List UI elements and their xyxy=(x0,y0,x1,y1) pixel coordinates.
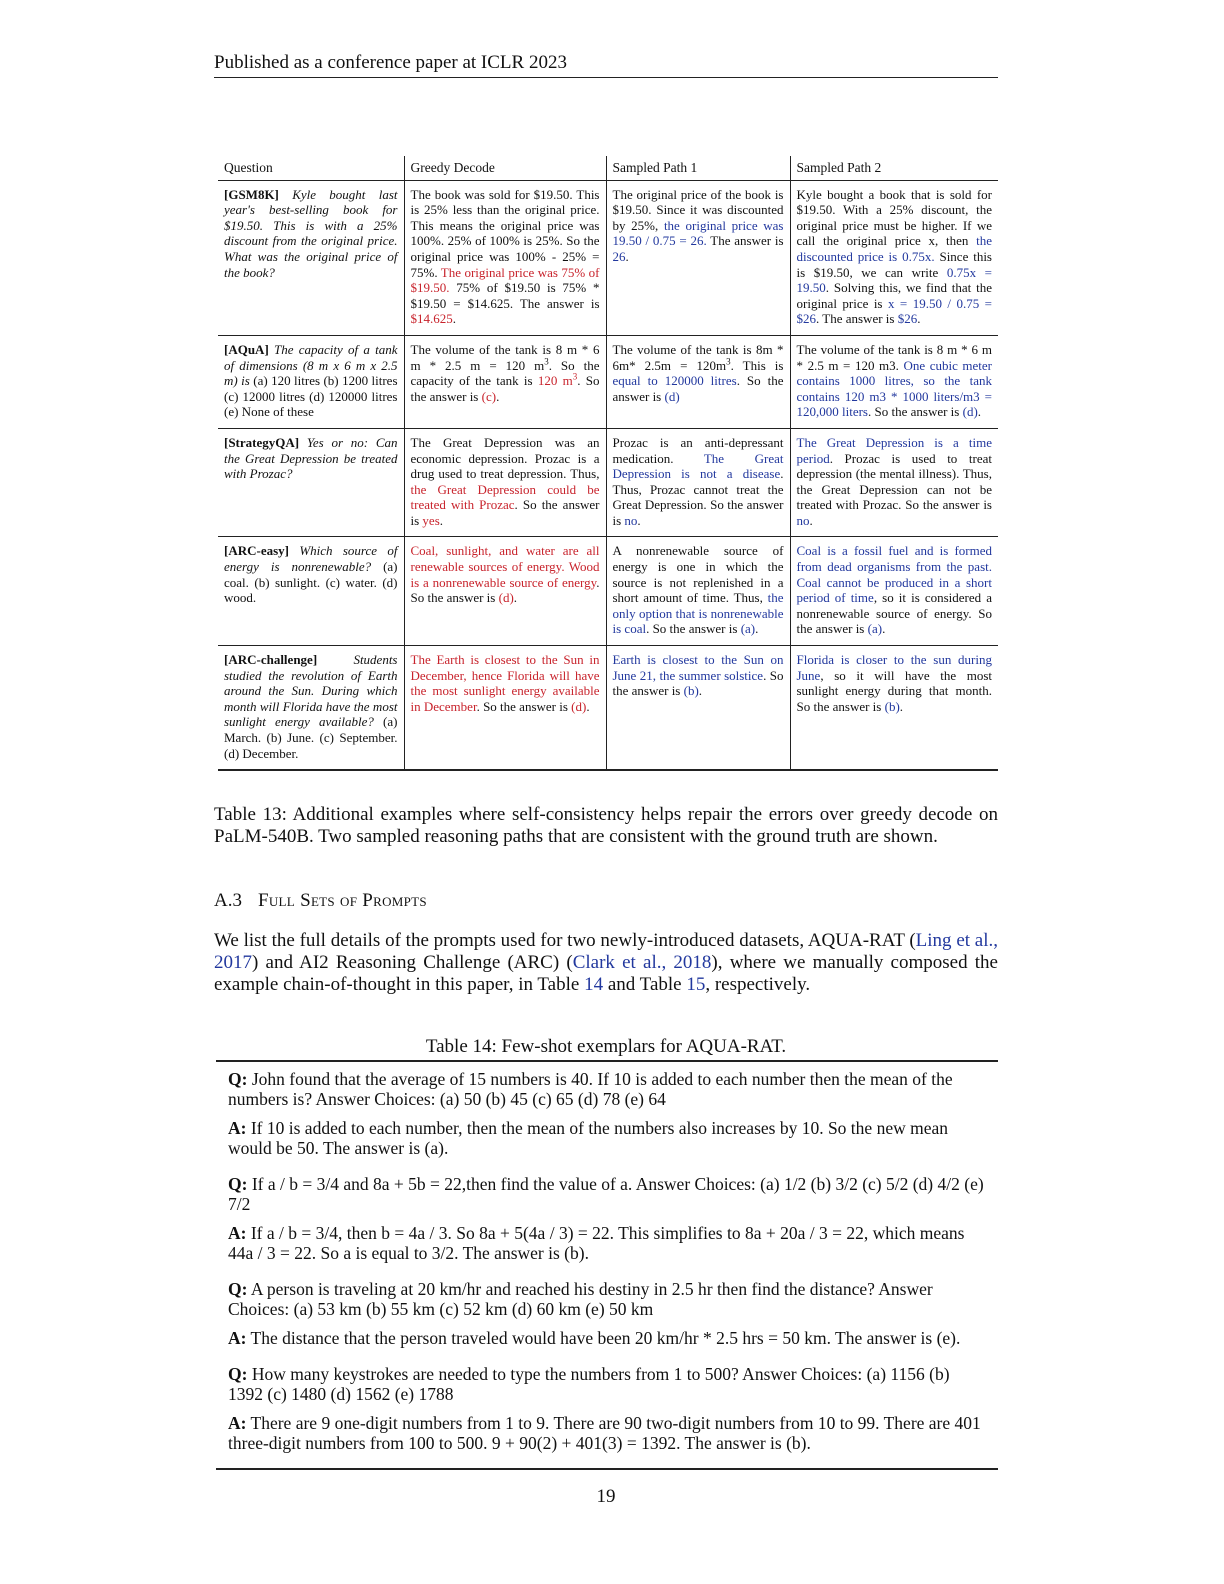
greedy-segment: . xyxy=(513,590,518,606)
sampled-path-1-cell xyxy=(606,537,790,646)
exemplar-question xyxy=(216,1279,998,1319)
path2-segment: . xyxy=(917,311,921,327)
greedy-segment: yes xyxy=(422,512,440,528)
greedy-decode-cell xyxy=(404,335,606,428)
sampled-path-2-cell xyxy=(790,180,998,335)
sampled-path-1-cell xyxy=(606,180,790,335)
exemplar-answer xyxy=(216,1223,998,1263)
running-header: Published as a conference paper at ICLR 2023 xyxy=(214,52,998,78)
paragraph-text: We list the full details of the prompts used for two newly-introduced datasets, AQUA-RAT ( xyxy=(214,930,916,951)
qa-label: Q: xyxy=(228,1279,248,1299)
path1-segment: Prozac is an anti-depressant medication. xyxy=(612,434,784,466)
dataset-tag: [GSM8K] xyxy=(224,186,279,202)
qa-text: John found that the average of 15 numbers is 40. If 10 is added to each number then the mean of the numbers is? Answer Choices: (a) 50 (b) 45 (c) 65 (d) 78 (e) 64 xyxy=(228,1069,953,1109)
sampled-path-2-cell xyxy=(790,428,998,537)
column-header-greedy: Greedy Decode xyxy=(404,156,606,180)
path1-segment: . xyxy=(637,512,641,528)
qa-text: How many keystrokes are needed to type the numbers from 1 to 500? Answer Choices: (a) 1156 (b) 1392 (c) 1480 (d) 1562 (e) 1788 xyxy=(228,1364,950,1404)
qa-label: Q: xyxy=(228,1174,248,1194)
greedy-segment: (c) xyxy=(481,388,497,404)
paragraph-text: ) and AI2 Reasoning Challenge (ARC) ( xyxy=(252,952,573,973)
path1-segment: (b) xyxy=(683,683,699,699)
path1-segment: . So the answer is xyxy=(646,621,741,637)
section-title: Full Sets of Prompts xyxy=(257,890,427,911)
dataset-tag: [StrategyQA] xyxy=(224,434,300,450)
greedy-segment: (d) xyxy=(498,590,514,606)
greedy-segment: . xyxy=(452,311,456,327)
question-choices: (a) 120 litres (b) 1200 litres (c) 12000 litres (d) 120000 litres (e) None of these xyxy=(224,373,398,420)
path2-segment: Florida is closer to the sun during June xyxy=(796,652,992,683)
path2-segment: , so it will have the most sunlight energy during that month. So the answer is xyxy=(796,667,992,714)
qa-text: There are 9 one-digit numbers from 1 to 9. There are 90 two-digit numbers from 10 to 99. There are 401 three-digit numbers from 100 to 500. 9 + 90(2) + 401(3) = 1392. The answer is (b). xyxy=(228,1413,981,1453)
greedy-segment: . So the answer is xyxy=(410,574,600,606)
table-13 xyxy=(218,156,998,771)
greedy-segment: . So the answer is xyxy=(410,373,600,404)
qa-label: A: xyxy=(228,1223,247,1243)
qa-label: A: xyxy=(228,1413,247,1433)
column-header-path2: Sampled Path 2 xyxy=(790,156,998,180)
path2-segment: , so it is considered a nonrenewable source of energy. So the answer is xyxy=(796,590,992,637)
question-cell xyxy=(218,646,404,771)
path1-segment: no xyxy=(624,512,638,528)
question-text: The capacity of a tank of dimensions (8 m x 6 m x 2.5 m) is xyxy=(224,341,398,389)
table-row xyxy=(218,646,998,771)
path2-segment: $26 xyxy=(897,311,918,327)
exemplar-question xyxy=(216,1069,998,1109)
sampled-path-2-cell xyxy=(790,646,998,771)
greedy-segment: 75% of $19.50 is 75% * $19.50 = $14.625. The answer is xyxy=(410,280,600,311)
path1-segment: the only option that is nonrenewable is coal xyxy=(612,590,784,637)
path1-segment: The answer is xyxy=(706,233,784,249)
path2-segment: The volume of the tank is 8 m * 6 m * 2.5 m = 120 m3. xyxy=(796,341,992,373)
greedy-segment: The Great Depression was an economic depression. Prozac is a drug used to treat depression. Thus, xyxy=(410,434,600,482)
table-row xyxy=(218,537,998,646)
path2-segment: (d) xyxy=(962,404,978,420)
greedy-segment: Coal, sunlight, and water are all renewable sources of energy. Wood is a nonrenewable source of energy xyxy=(410,543,600,590)
greedy-segment: 3 xyxy=(572,371,578,382)
sampled-path-1-cell xyxy=(606,646,790,771)
path1-segment: . So the answer is xyxy=(612,373,784,404)
path1-segment: 26 xyxy=(612,248,626,264)
table-row xyxy=(218,428,998,537)
sampled-path-2-cell xyxy=(790,335,998,428)
path2-segment: One cubic meter contains 1000 litres, so the tank contains 120 m3 * 1000 liters/m3 = 120,000 liters xyxy=(796,357,993,420)
question-text: Yes or no: Can the Great Depression be treated with Prozac? xyxy=(224,434,398,482)
exemplar-gap xyxy=(216,1357,998,1361)
body-paragraph xyxy=(214,930,998,996)
greedy-decode-cell xyxy=(404,428,606,537)
path1-segment: . So the answer is xyxy=(612,667,784,699)
exemplar-answer xyxy=(216,1328,998,1348)
qa-text: If a / b = 3/4 and 8a + 5b = 22,then find the value of a. Answer Choices: (a) 1/2 (b) 3/2 (c) 5/2 (d) 4/2 (e) 7/2 xyxy=(228,1174,984,1214)
qa-label: Q: xyxy=(228,1364,248,1384)
greedy-segment: the Great Depression could be treated with Prozac xyxy=(410,481,600,513)
path2-segment: Coal is a fossil fuel and is formed from dead organisms from the past. Coal cannot be produced in a short period of time xyxy=(796,543,992,606)
paragraph-text: and Table xyxy=(603,974,687,995)
path1-segment: (a) xyxy=(740,621,756,637)
qa-text: The distance that the person traveled would have been 20 km/hr * 2.5 hrs = 50 km. The answer is (e). xyxy=(246,1328,961,1348)
greedy-segment: The original price was 75% of $19.50. xyxy=(410,264,600,296)
greedy-segment: (d) xyxy=(571,698,587,714)
path1-segment: The volume of the tank is 8m * 6m* 2.5m = 120m xyxy=(612,341,784,373)
table-14-caption: Table 14: Few-shot exemplars for AQUA-RAT. xyxy=(425,1036,787,1057)
greedy-decode-cell xyxy=(404,180,606,335)
path2-segment: no xyxy=(796,512,810,528)
greedy-decode-cell xyxy=(404,537,606,646)
path2-segment: Since this is $19.50, we can write xyxy=(796,248,992,280)
greedy-segment: . xyxy=(586,698,590,714)
path1-segment: The original price of the book is $19.50. Since it was discounted by 25%, xyxy=(612,186,784,233)
section-heading xyxy=(214,890,427,912)
greedy-segment: $14.625 xyxy=(410,311,453,327)
path2-segment: Kyle bought a book that is sold for $19.50. With a 25% discount, the original price must be higher. If we call the original price x, then xyxy=(796,186,992,249)
dataset-tag: [ARC-easy] xyxy=(224,543,289,559)
question-cell xyxy=(218,537,404,646)
path1-segment: . xyxy=(625,248,629,264)
path2-segment: . The answer is xyxy=(816,311,898,327)
path2-segment: . xyxy=(899,698,904,714)
greedy-segment: 120 m xyxy=(537,373,573,389)
greedy-segment: The book was sold for $19.50. This is 25% less than the original price. This means the original price was 100%. 25% of 100% is 25%. So the original price was 100% - 25% = 75%. xyxy=(410,186,600,280)
qa-label: A: xyxy=(228,1328,247,1348)
table-row xyxy=(218,335,998,428)
path1-segment: the original price was 19.50 / 0.75 = 26. xyxy=(612,217,784,249)
dataset-tag: [ARC-challenge] xyxy=(224,652,318,668)
column-header-question: Question xyxy=(218,156,404,180)
question-text: Students studied the revolution of Earth around the Sun. During which month will Florida have the most sunlight energy available? xyxy=(224,652,398,730)
question-text: Kyle bought last year's best-selling book for $19.50. This is with a 25% discount from the original price. What was the original price of the book? xyxy=(224,186,398,280)
path1-segment: 3 xyxy=(726,356,731,367)
path1-segment: A nonrenewable source of energy is one in which the source is not replenished in a short amount of time. Thus, xyxy=(612,543,784,606)
qa-text: If 10 is added to each number, then the mean of the numbers also increases by 10. So the new mean would be 50. The answer is (a). xyxy=(228,1118,948,1158)
exemplar-question xyxy=(216,1364,998,1404)
path2-segment: . So the answer is xyxy=(868,404,963,420)
greedy-segment: . xyxy=(439,512,444,528)
path1-segment: The Great Depression is not a disease xyxy=(612,450,784,482)
sampled-path-1-cell xyxy=(606,428,790,537)
table-row xyxy=(218,180,998,335)
path1-segment: . xyxy=(698,683,703,699)
greedy-segment: The volume of the tank is 8 m * 6 m * 2.5 m = 120 m xyxy=(410,341,600,373)
paragraph-text: , respectively. xyxy=(705,974,811,995)
greedy-segment: . So the answer is xyxy=(476,698,572,714)
paragraph-text: ), where we manually composed the example chain-of-thought in this paper, in Table xyxy=(214,952,998,995)
greedy-segment: . So the capacity of the tank is xyxy=(410,357,600,389)
greedy-decode-cell xyxy=(404,646,606,771)
question-choices: (a) coal. (b) sunlight. (c) water. (d) wood. xyxy=(224,559,398,606)
qa-text: A person is traveling at 20 km/hr and reached his destiny in 2.5 hr then find the distance? Answer Choices: (a) 53 km (b) 55 km (c) 52 km (d) 60 km (e) 50 km xyxy=(228,1279,933,1319)
citation-link[interactable]: Ling et al., 2017 xyxy=(214,930,999,973)
citation-link[interactable]: Clark et al., 2018 xyxy=(572,952,712,973)
citation-link[interactable]: 15 xyxy=(686,974,706,995)
path1-segment: equal to 120000 litres xyxy=(612,373,737,389)
dataset-tag: [AQuA] xyxy=(224,341,269,357)
path2-segment: . Prozac is used to treat depression (the mental illness). Thus, the Great Depression can not be treated with Prozac. So the answer is xyxy=(796,450,992,513)
citation-link[interactable]: 14 xyxy=(584,974,604,995)
exemplar-gap xyxy=(216,1167,998,1171)
greedy-segment: The Earth is closest to the Sun in December, hence Florida will have the most sunlight energy available in December xyxy=(410,652,600,714)
path2-segment: . Solving this, we find that the original price is xyxy=(796,280,992,311)
sampled-path-2-cell xyxy=(790,537,998,646)
path2-segment: The Great Depression is a time period xyxy=(796,434,992,466)
question-cell xyxy=(218,180,404,335)
path1-segment: Earth is closest to the Sun on June 21, the summer solstice xyxy=(612,652,784,683)
path1-segment: . Thus, Prozac cannot treat the Great Depression. So the answer is xyxy=(612,466,784,528)
page-number: 19 xyxy=(596,1486,616,1507)
greedy-segment: . xyxy=(496,388,500,404)
greedy-segment: 3 xyxy=(544,356,549,367)
column-header-path1: Sampled Path 1 xyxy=(606,156,790,180)
exemplar-question xyxy=(216,1174,998,1214)
exemplar-answer xyxy=(216,1118,998,1158)
path2-segment: 0.75x = 19.50 xyxy=(796,264,992,296)
sampled-path-1-cell xyxy=(606,335,790,428)
greedy-segment: . So the answer is xyxy=(410,497,600,528)
path1-segment: (d) xyxy=(664,388,680,404)
question-choices: (a) March. (b) June. (c) September. (d) December. xyxy=(224,714,398,761)
section-number: A.3 xyxy=(214,890,242,911)
table-14 xyxy=(216,1060,998,1470)
qa-text: If a / b = 3/4, then b = 4a / 3. So 8a + 5(4a / 3) = 22. This simplifies to 8a + 20a / 3 = 22, which means 44a / 3 = 22. So a is equal to 3/2. The answer is (b). xyxy=(228,1223,965,1263)
path2-segment: x = 19.50 / 0.75 = $26 xyxy=(796,295,992,327)
qa-label: Q: xyxy=(228,1069,248,1089)
path2-segment: . xyxy=(882,621,886,637)
path2-segment: . xyxy=(977,404,982,420)
path2-segment: (a) xyxy=(867,621,883,637)
path1-segment: . This is xyxy=(730,357,784,373)
question-cell xyxy=(218,335,404,428)
path2-segment: the discounted price is 0.75x. xyxy=(796,233,992,264)
exemplar-gap xyxy=(216,1272,998,1276)
path2-segment: . xyxy=(809,512,813,528)
table-13-header-row xyxy=(218,156,998,180)
question-text: Which source of energy is nonrenewable? xyxy=(224,543,398,575)
question-cell xyxy=(218,428,404,537)
table-13-caption: Table 13: Additional examples where self-consistency helps repair the errors over greedy decode on PaLM-540B. Two sampled reasoning paths that are consistent with the ground truth are shown. xyxy=(214,804,998,847)
qa-label: A: xyxy=(228,1118,247,1138)
path2-segment: (b) xyxy=(884,698,900,714)
exemplar-answer xyxy=(216,1413,998,1453)
path1-segment: . xyxy=(755,621,759,637)
